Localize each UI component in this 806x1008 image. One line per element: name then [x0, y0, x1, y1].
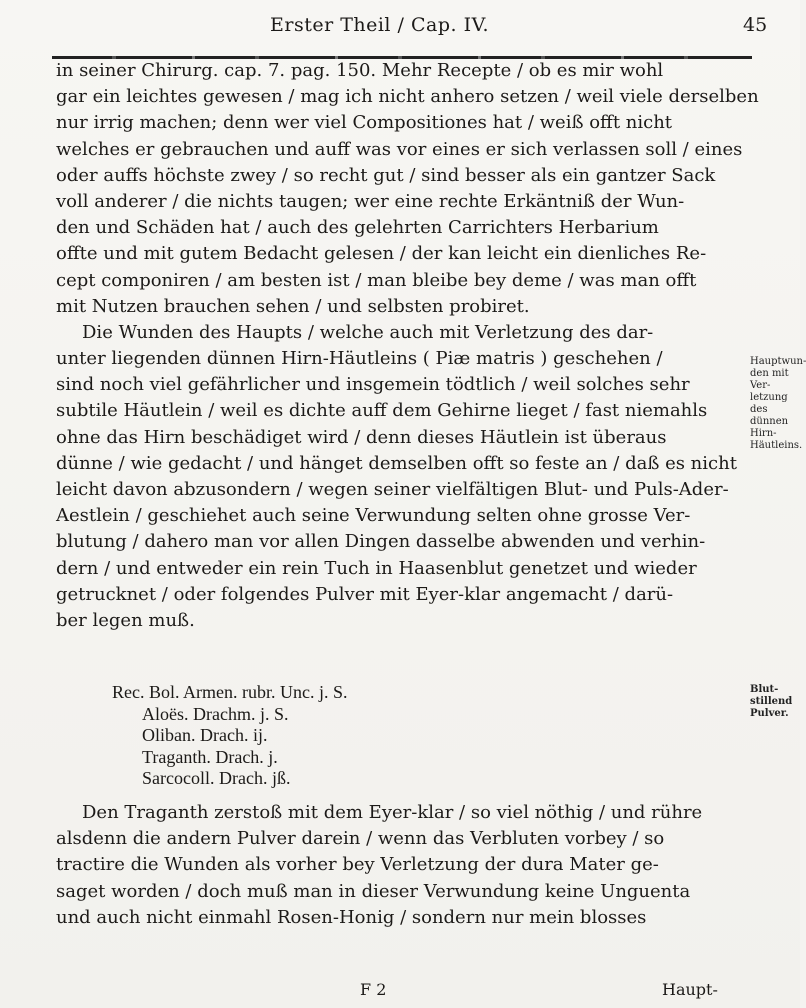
text-line: leicht davon abzusondern / wegen seiner vielfältigen Blut- und Puls-Ader- — [56, 479, 729, 500]
text-line: Aestlein / geschiehet auch seine Verwundung selten ohne grosse Ver- — [56, 505, 691, 527]
text-line: Den Traganth zerstoß mit dem Eyer-klar / so viel nöthig / und rühre — [82, 802, 703, 823]
text-line: ber legen muß. — [56, 609, 195, 631]
recipe-ingredient: Sarcocoll. Drach. jß. — [142, 768, 291, 788]
recipe-ingredient: Oliban. Drach. ij. — [142, 725, 268, 745]
catchword: Haupt- — [662, 980, 718, 999]
text-line: oder auffs höchste zwey / so recht gut / sind besser als ein gantzer Sack — [56, 164, 716, 186]
text-line: dünne / wie gedacht / und hänget demselben offt so feste an / daß es nicht — [56, 452, 737, 474]
text-line: welches er gebrauchen und auff was vor eines er sich verlassen soll / eines — [56, 138, 743, 160]
text-line: Die Wunden des Haupts / welche auch mit Verletzung des dar- — [82, 321, 654, 343]
text-line: mit Nutzen brauchen sehen / und selbsten probiret. — [56, 295, 530, 317]
margin-note-blood-powder: Blut-stillend Pulver. — [750, 684, 793, 719]
running-title: Erster Theil / Cap. IV. — [270, 14, 490, 36]
margin-note-head-wounds: Hauptwun-den mit Ver-letzung des dünnen Hirn-Häutleins. — [750, 356, 806, 451]
text-line: nur irrig machen; denn wer viel Compositiones hat / weiß offt nicht — [56, 112, 673, 134]
recipe-ingredient: Traganth. Drach. j. — [142, 746, 278, 767]
recipe-block — [112, 682, 632, 790]
text-line: offte und mit gutem Bedacht gelesen / der kan leicht ein dienliches Re- — [56, 243, 707, 265]
recipe-ingredient: Aloës. Drachm. j. S. — [142, 703, 289, 724]
text-line: sind noch viel gefährlicher und insgemein tödtlich / weil solches sehr — [56, 374, 690, 396]
page-header — [0, 14, 800, 44]
text-line: tractire die Wunden als vorher bey Verletzung der dura Mater ge- — [56, 854, 659, 876]
text-line: in seiner Chirurg. cap. 7. pag. 150. Mehr Recepte / ob es mir wohl — [56, 60, 664, 81]
text-line: cept componiren / am besten ist / man bleibe bey deme / was man offt — [56, 269, 697, 291]
text-line: dern / und entweder ein rein Tuch in Haasenblut genetzet und wieder — [56, 557, 697, 579]
text-line: und auch nicht einmahl Rosen-Honig / sondern nur mein blosses — [56, 906, 647, 928]
signature-mark: F 2 — [360, 980, 387, 999]
page-footer — [0, 980, 800, 1004]
text-line: ohne das Hirn beschädiget wird / denn dieses Häutlein ist überaus — [56, 426, 667, 448]
main-text-block — [56, 58, 759, 634]
text-line: voll anderer / die nichts taugen; wer eine rechte Erkäntniß der Wun- — [56, 190, 685, 212]
recipe-title: Rec. Bol. Armen. rubr. Unc. j. S. — [112, 682, 348, 702]
page-number: 45 — [743, 14, 768, 36]
text-line: getrucknet / oder folgendes Pulver mit Eyer-klar angemacht / darü- — [56, 583, 674, 605]
text-line: saget worden / doch muß man in dieser Verwundung keine Unguenta — [56, 880, 691, 902]
text-line: unter liegenden dünnen Hirn-Häutleins ( Piæ matris ) geschehen / — [56, 348, 663, 370]
text-line: gar ein leichtes gewesen / mag ich nicht anhero setzen / weil viele derselben — [56, 86, 759, 108]
text-line: subtile Häutlein / weil es dichte auff dem Gehirne lieget / fast niemahls — [56, 400, 708, 422]
text-line: den und Schäden hat / auch des gelehrten Carrichters Herbarium — [56, 217, 659, 239]
closing-text-block — [56, 800, 746, 931]
text-line: blutung / dahero man vor allen Dingen dasselbe abwenden und verhin- — [56, 531, 706, 553]
text-line: alsdenn die andern Pulver darein / wenn das Verbluten vorbey / so — [56, 828, 665, 850]
